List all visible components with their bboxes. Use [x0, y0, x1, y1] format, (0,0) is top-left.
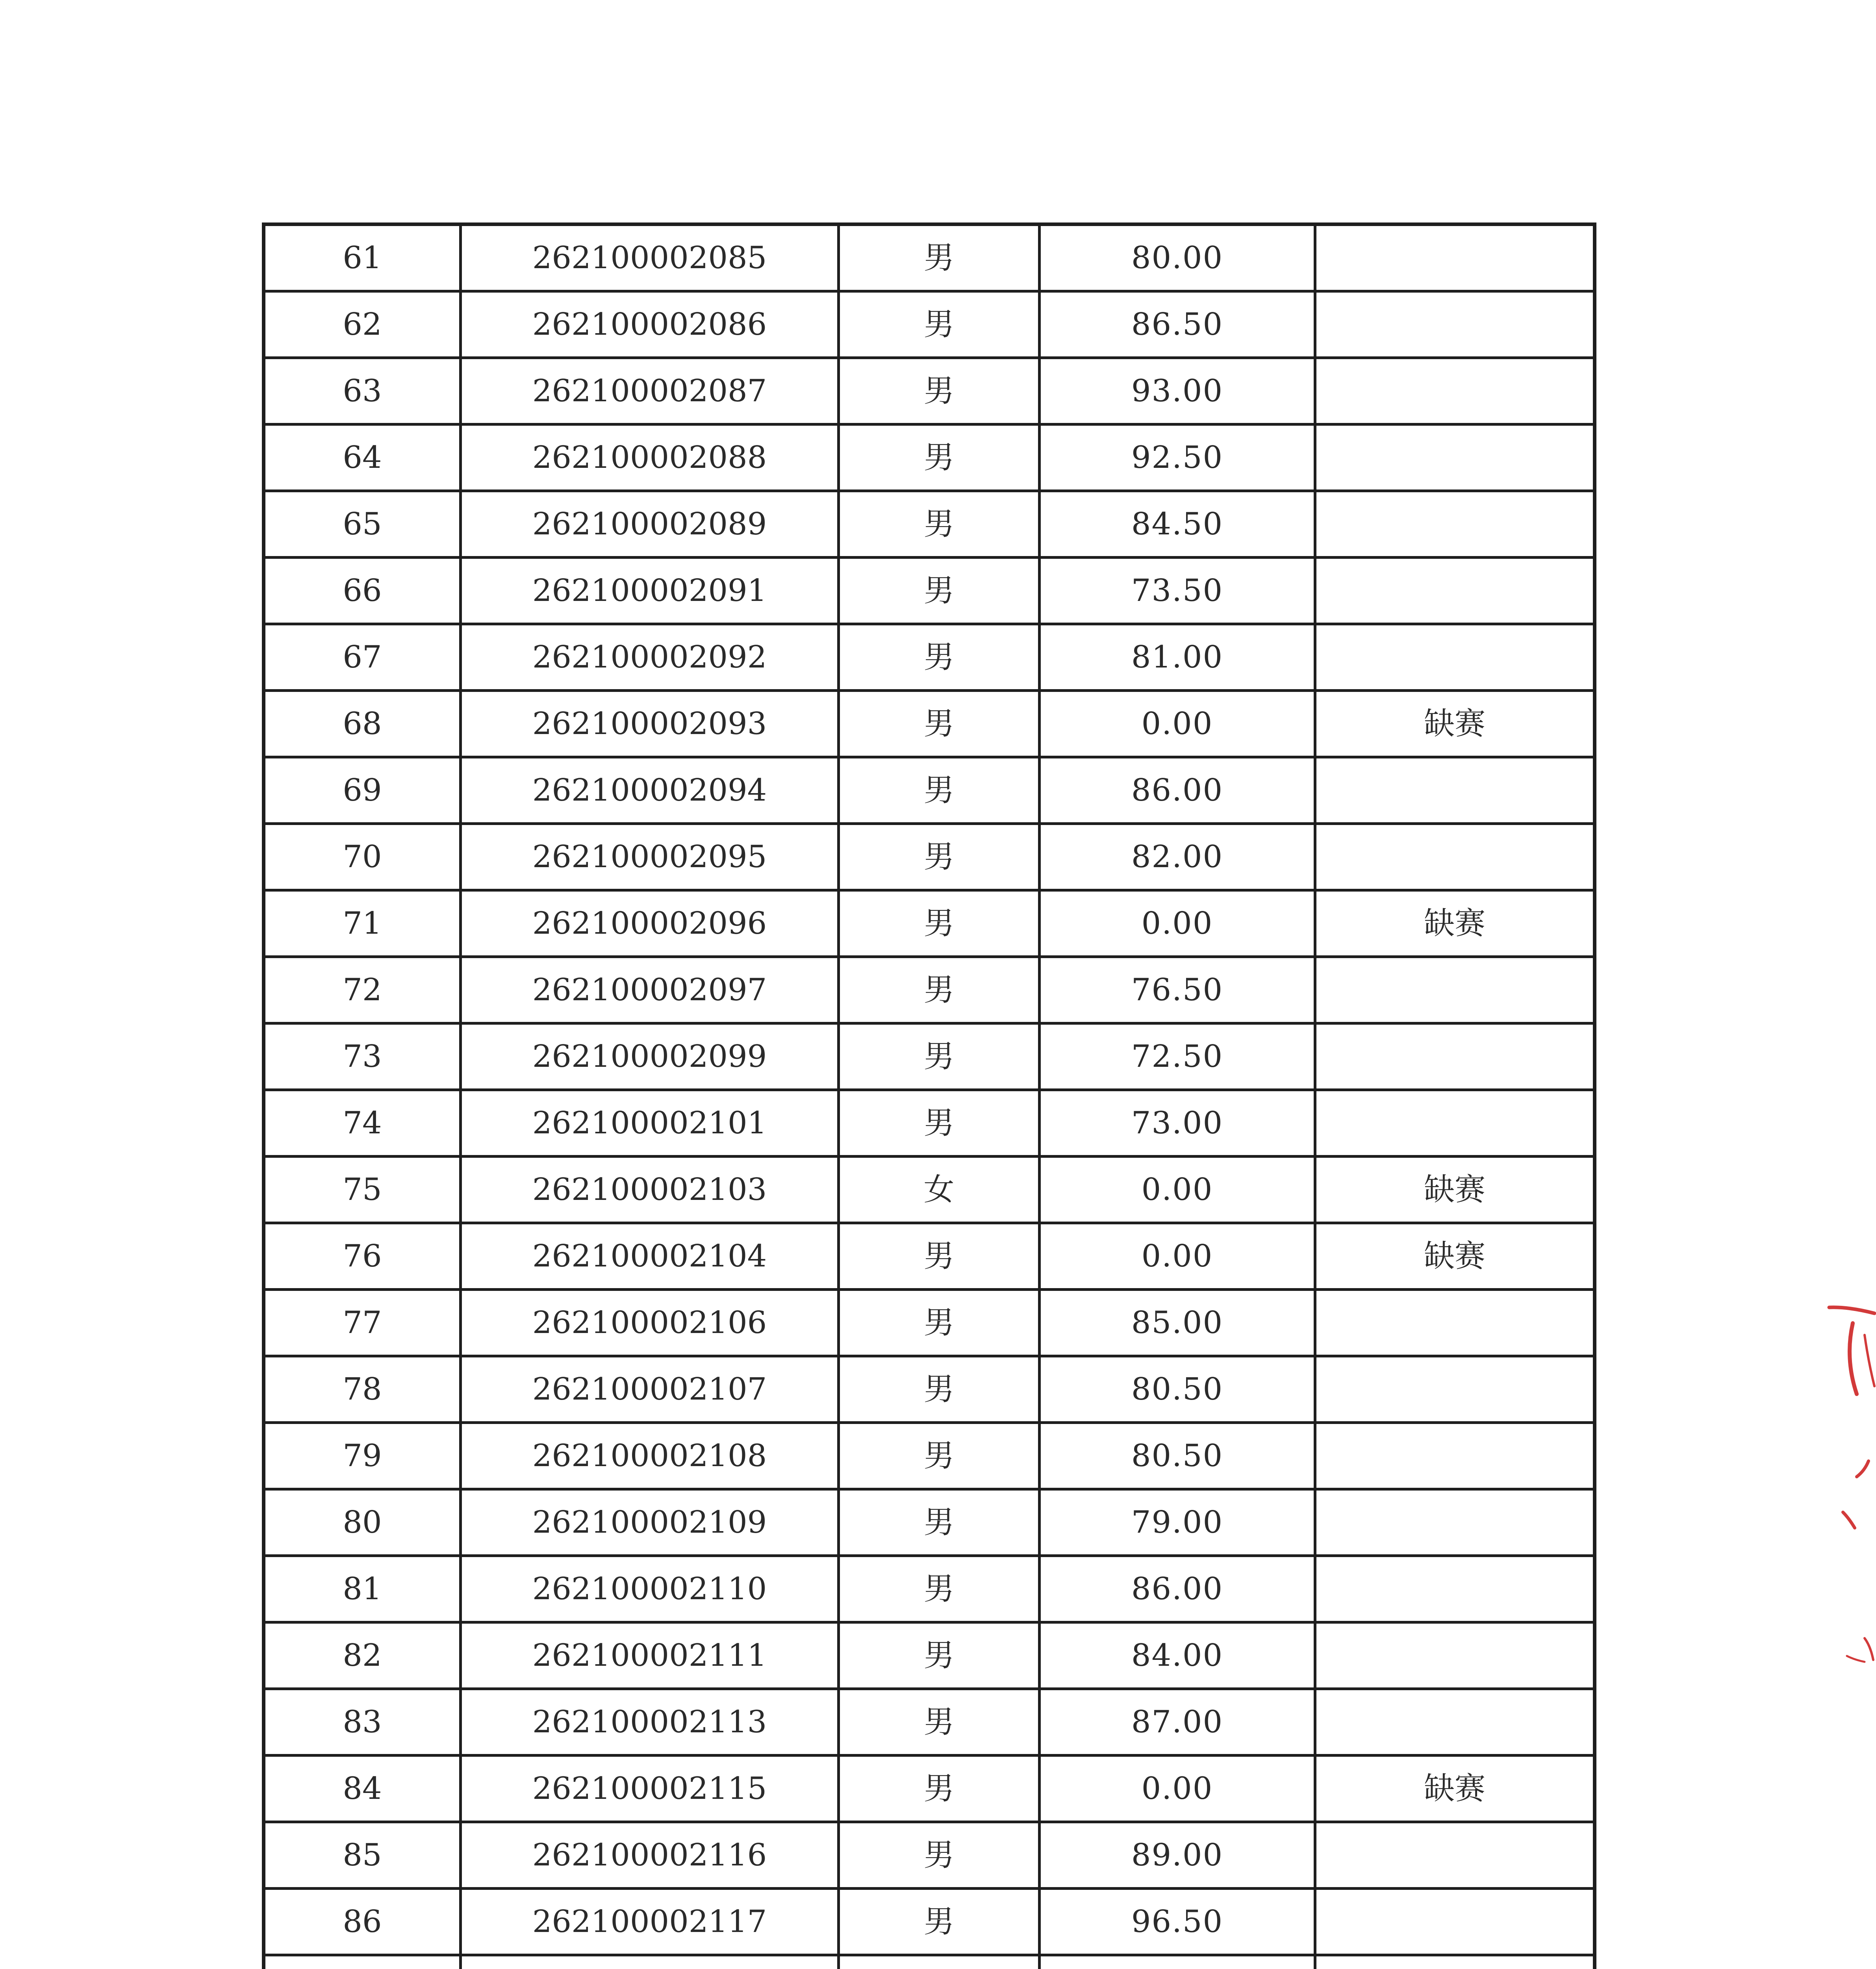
- results-table: [262, 222, 1596, 1969]
- cell-score: 0.00: [1040, 1223, 1315, 1290]
- cell-gender: 男: [839, 824, 1040, 890]
- cell-remark: [1315, 1689, 1595, 1756]
- cell-gender: 男: [839, 358, 1040, 425]
- cell-gender: 男: [839, 1556, 1040, 1622]
- cell-gender: 男: [839, 491, 1040, 558]
- table-row: [264, 1889, 1595, 1955]
- results-table-container: [262, 222, 1593, 1969]
- cell-gender: 男: [839, 1090, 1040, 1157]
- cell-gender: 男: [839, 1290, 1040, 1356]
- cell-score: 85.00: [1040, 1290, 1315, 1356]
- cell-score: 84.00: [1040, 1622, 1315, 1689]
- cell-score: 86.00: [1040, 757, 1315, 824]
- cell-seq: 67: [264, 624, 461, 691]
- cell-seq: 81: [264, 1556, 461, 1622]
- cell-remark: [1315, 1556, 1595, 1622]
- table-row: [264, 957, 1595, 1023]
- cell-exam-id: 262100002108: [461, 1423, 839, 1489]
- table-row: [264, 1356, 1595, 1423]
- cell-gender: 男: [839, 425, 1040, 491]
- cell-seq: 74: [264, 1090, 461, 1157]
- cell-gender: 男: [839, 957, 1040, 1023]
- cell-exam-id: 262100002089: [461, 491, 839, 558]
- cell-score: 89.00: [1040, 1822, 1315, 1889]
- cell-score: 87.00: [1040, 1689, 1315, 1756]
- cell-score: 79.00: [1040, 1489, 1315, 1556]
- cell-exam-id: 262100002099: [461, 1023, 839, 1090]
- cell-score: 80.00: [1040, 224, 1315, 291]
- cell-remark: 缺赛: [1315, 1223, 1595, 1290]
- cell-seq: 77: [264, 1290, 461, 1356]
- cell-seq: 85: [264, 1822, 461, 1889]
- cell-seq: 66: [264, 558, 461, 624]
- cell-score: 96.50: [1040, 1889, 1315, 1955]
- table-row: [264, 291, 1595, 358]
- cell-remark: [1315, 824, 1595, 890]
- cell-seq: 83: [264, 1689, 461, 1756]
- cell-gender: 男: [839, 558, 1040, 624]
- cell-remark: [1315, 1090, 1595, 1157]
- cell-remark: 缺赛: [1315, 890, 1595, 957]
- table-row: [264, 1290, 1595, 1356]
- cell-seq: 69: [264, 757, 461, 824]
- cell-remark: [1315, 1622, 1595, 1689]
- cell-exam-id: 262100002086: [461, 291, 839, 358]
- cell-exam-id: 262100002087: [461, 358, 839, 425]
- red-seal-fragment-icon: [1806, 1292, 1876, 1685]
- cell-seq: 82: [264, 1622, 461, 1689]
- cell-gender: 男: [839, 691, 1040, 757]
- cell-remark: [1315, 1889, 1595, 1955]
- cell-score: 80.50: [1040, 1423, 1315, 1489]
- cell-exam-id: 262100002116: [461, 1822, 839, 1889]
- cell-score: 81.00: [1040, 624, 1315, 691]
- table-row: [264, 1423, 1595, 1489]
- table-row: [264, 824, 1595, 890]
- cell-remark: [1315, 358, 1595, 425]
- cell-exam-id: 262100002110: [461, 1556, 839, 1622]
- cell-seq: 72: [264, 957, 461, 1023]
- cell-exam-id: 262100002092: [461, 624, 839, 691]
- cell-score: 0.00: [1040, 1756, 1315, 1822]
- cell-exam-id: 262100002107: [461, 1356, 839, 1423]
- cell-remark: [1315, 1489, 1595, 1556]
- table-row: [264, 358, 1595, 425]
- cell-gender: 男: [839, 1489, 1040, 1556]
- cell-score: 86.50: [1040, 291, 1315, 358]
- table-row: [264, 1223, 1595, 1290]
- cell-remark: [1315, 757, 1595, 824]
- cell-exam-id: 262100002111: [461, 1622, 839, 1689]
- cell-remark: [1315, 624, 1595, 691]
- cell-score: 0.00: [1040, 691, 1315, 757]
- cell-exam-id: 262100002109: [461, 1489, 839, 1556]
- cell-score: 73.50: [1040, 558, 1315, 624]
- cell-remark: [1315, 1356, 1595, 1423]
- cell-seq: 63: [264, 358, 461, 425]
- cell-gender: 男: [839, 1023, 1040, 1090]
- cell-seq: 68: [264, 691, 461, 757]
- cell-exam-id: 262100002091: [461, 558, 839, 624]
- cell-score: 73.00: [1040, 1090, 1315, 1157]
- table-row: [264, 558, 1595, 624]
- cell-remark: [1315, 291, 1595, 358]
- cell-remark: [1315, 1290, 1595, 1356]
- table-row: [264, 491, 1595, 558]
- cell-gender: 男: [839, 1356, 1040, 1423]
- table-row: [264, 757, 1595, 824]
- cell-seq: 78: [264, 1356, 461, 1423]
- cell-remark: [1315, 1023, 1595, 1090]
- cell-remark: [1315, 1822, 1595, 1889]
- table-row: [264, 1689, 1595, 1756]
- cell-gender: 男: [839, 1889, 1040, 1955]
- cell-score: 82.00: [1040, 824, 1315, 890]
- cell-gender: 男: [839, 1756, 1040, 1822]
- cell-seq: 70: [264, 824, 461, 890]
- cell-seq: 62: [264, 291, 461, 358]
- cell-seq: 76: [264, 1223, 461, 1290]
- cell-seq: 65: [264, 491, 461, 558]
- cell-gender: 男: [839, 224, 1040, 291]
- table-row: [264, 624, 1595, 691]
- cell-gender: 男: [839, 890, 1040, 957]
- results-table-body: [264, 224, 1595, 1969]
- table-row: [264, 1157, 1595, 1223]
- table-row: [264, 1955, 1595, 1969]
- table-row: [264, 691, 1595, 757]
- cell-exam-id: 262100002117: [461, 1889, 839, 1955]
- cell-exam-id: 262100002094: [461, 757, 839, 824]
- cell-score: [1040, 1955, 1315, 1969]
- table-row: [264, 1090, 1595, 1157]
- cell-score: 86.00: [1040, 1556, 1315, 1622]
- cell-exam-id: [461, 1955, 839, 1969]
- cell-exam-id: 262100002103: [461, 1157, 839, 1223]
- table-row: [264, 224, 1595, 291]
- cell-gender: 男: [839, 1423, 1040, 1489]
- cell-exam-id: 262100002095: [461, 824, 839, 890]
- cell-gender: [839, 1955, 1040, 1969]
- cell-exam-id: 262100002085: [461, 224, 839, 291]
- table-row: [264, 1556, 1595, 1622]
- cell-exam-id: 262100002104: [461, 1223, 839, 1290]
- cell-score: 0.00: [1040, 890, 1315, 957]
- cell-exam-id: 262100002088: [461, 425, 839, 491]
- table-row: [264, 1822, 1595, 1889]
- cell-remark: [1315, 224, 1595, 291]
- cell-remark: [1315, 957, 1595, 1023]
- cell-remark: [1315, 1423, 1595, 1489]
- cell-gender: 男: [839, 1689, 1040, 1756]
- cell-seq: 84: [264, 1756, 461, 1822]
- cell-score: 0.00: [1040, 1157, 1315, 1223]
- cell-exam-id: 262100002093: [461, 691, 839, 757]
- cell-exam-id: 262100002101: [461, 1090, 839, 1157]
- cell-remark: 缺赛: [1315, 691, 1595, 757]
- table-row: [264, 1489, 1595, 1556]
- cell-gender: 女: [839, 1157, 1040, 1223]
- cell-gender: 男: [839, 757, 1040, 824]
- cell-seq: 75: [264, 1157, 461, 1223]
- cell-gender: 男: [839, 1622, 1040, 1689]
- cell-seq: 86: [264, 1889, 461, 1955]
- table-row: [264, 425, 1595, 491]
- cell-remark: [1315, 491, 1595, 558]
- cell-score: 93.00: [1040, 358, 1315, 425]
- cell-remark: [1315, 1955, 1595, 1969]
- cell-exam-id: 262100002096: [461, 890, 839, 957]
- table-row: [264, 1023, 1595, 1090]
- cell-remark: 缺赛: [1315, 1756, 1595, 1822]
- table-row: [264, 890, 1595, 957]
- cell-seq: 61: [264, 224, 461, 291]
- cell-score: 80.50: [1040, 1356, 1315, 1423]
- cell-score: 92.50: [1040, 425, 1315, 491]
- table-row: [264, 1756, 1595, 1822]
- table-row: [264, 1622, 1595, 1689]
- cell-remark: [1315, 558, 1595, 624]
- cell-exam-id: 262100002097: [461, 957, 839, 1023]
- cell-seq: [264, 1955, 461, 1969]
- cell-gender: 男: [839, 291, 1040, 358]
- cell-score: 76.50: [1040, 957, 1315, 1023]
- cell-gender: 男: [839, 1223, 1040, 1290]
- cell-seq: 71: [264, 890, 461, 957]
- cell-score: 72.50: [1040, 1023, 1315, 1090]
- cell-gender: 男: [839, 624, 1040, 691]
- cell-gender: 男: [839, 1822, 1040, 1889]
- cell-seq: 79: [264, 1423, 461, 1489]
- cell-seq: 80: [264, 1489, 461, 1556]
- cell-exam-id: 262100002113: [461, 1689, 839, 1756]
- cell-seq: 73: [264, 1023, 461, 1090]
- cell-score: 84.50: [1040, 491, 1315, 558]
- cell-seq: 64: [264, 425, 461, 491]
- cell-exam-id: 262100002115: [461, 1756, 839, 1822]
- cell-remark: [1315, 425, 1595, 491]
- cell-exam-id: 262100002106: [461, 1290, 839, 1356]
- cell-remark: 缺赛: [1315, 1157, 1595, 1223]
